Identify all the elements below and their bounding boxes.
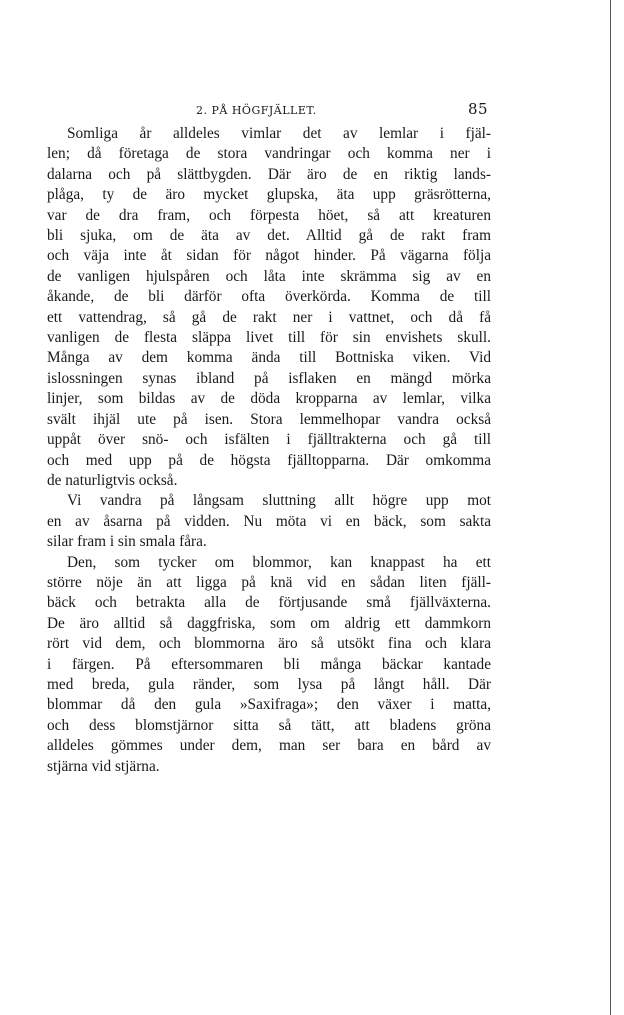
- text-line: åkande, de bli därför ofta överkörda. Komma de till: [47, 288, 491, 306]
- paragraph: [47, 553, 491, 777]
- text-line: linjer, som bildas av de döda kropparna av lemlar, vilka: [47, 390, 491, 408]
- text-line: och dess blomstjärnor sitta så tätt, att bladens gröna: [47, 716, 491, 734]
- text-line: blommar då den gula »Saxifraga»; den växer i matta,: [47, 696, 491, 714]
- text-line: islossningen synas ibland på isflaken en mängd mörka: [47, 369, 491, 387]
- text-line: ett vattendrag, så gå de rakt ner i vattnet, och då få: [47, 308, 491, 326]
- chapter-title: 2. PÅ HÖGFJÄLLET.: [196, 104, 317, 117]
- text-line: de vanligen hjulspåren och låta inte skrämma sig av en: [47, 267, 491, 285]
- page-number: 85: [468, 100, 489, 118]
- text-line: och med upp på de högsta fjälltopparna. Där omkomma: [47, 451, 491, 469]
- text-line: alldeles gömmes under dem, man ser bara en bård av: [47, 737, 491, 755]
- text-line: Många av dem komma ända till Bottniska viken. Vid: [47, 349, 491, 367]
- text-line: de naturligtvis också.: [47, 471, 178, 489]
- text-line: Somliga år alldeles vimlar det av lemlar i fjäl-: [67, 125, 491, 142]
- text-line: len; då företaga de stora vandringar och komma ner i: [47, 145, 491, 163]
- text-line: silar fram i sin smala fåra.: [47, 533, 207, 551]
- text-line: plåga, ty de äro mycket glupska, äta upp gräsrötterna,: [47, 186, 491, 204]
- text-line: stjärna vid stjärna.: [47, 757, 160, 775]
- text-line: De äro alltid så daggfriska, som om aldrig ett dammkorn: [47, 614, 491, 632]
- text-line: var de dra fram, och förpesta höet, så att kreaturen: [47, 206, 491, 224]
- text-line: svält ihjäl ute på isen. Stora lemmelhopar vandra också: [47, 410, 491, 428]
- text-line: Vi vandra på långsam sluttning allt högre upp mot: [67, 492, 491, 510]
- text-line: med breda, gula ränder, som lysa på långt håll. Där: [47, 675, 491, 693]
- text-line: Den, som tycker om blommor, kan knappast ha ett: [67, 553, 491, 571]
- text-line: rört vid dem, och blommorna äro så utsökt fina och klara: [47, 635, 491, 653]
- text-line: dalarna och på slättbygden. Där äro de en riktig lands-: [47, 165, 491, 183]
- text-line: bli sjuka, om de äta av det. Alltid gå de rakt fram: [47, 227, 491, 245]
- paragraph: [47, 124, 491, 491]
- text-line: en av åsarna på vidden. Nu möta vi en bäck, som sakta: [47, 512, 491, 530]
- page-edge-line: [610, 0, 611, 1015]
- body-text: [47, 124, 491, 777]
- text-line: vanligen de flesta släppa livet till för sin envishets skull.: [47, 329, 491, 347]
- text-line: större nöje än att ligga på knä vid en sådan liten fjäll-: [47, 573, 491, 591]
- text-line: och väja inte åt sidan för något hinder. På vägarna följa: [47, 247, 491, 265]
- text-line: bäck och betrakta alla de förtjusande små fjällväxterna.: [47, 594, 491, 612]
- paragraph: [47, 491, 491, 552]
- text-line: i färgen. På eftersommaren bli många bäckar kantade: [47, 655, 491, 673]
- text-line: uppåt över snö- och isfälten i fjälltrakterna och gå till: [47, 431, 491, 449]
